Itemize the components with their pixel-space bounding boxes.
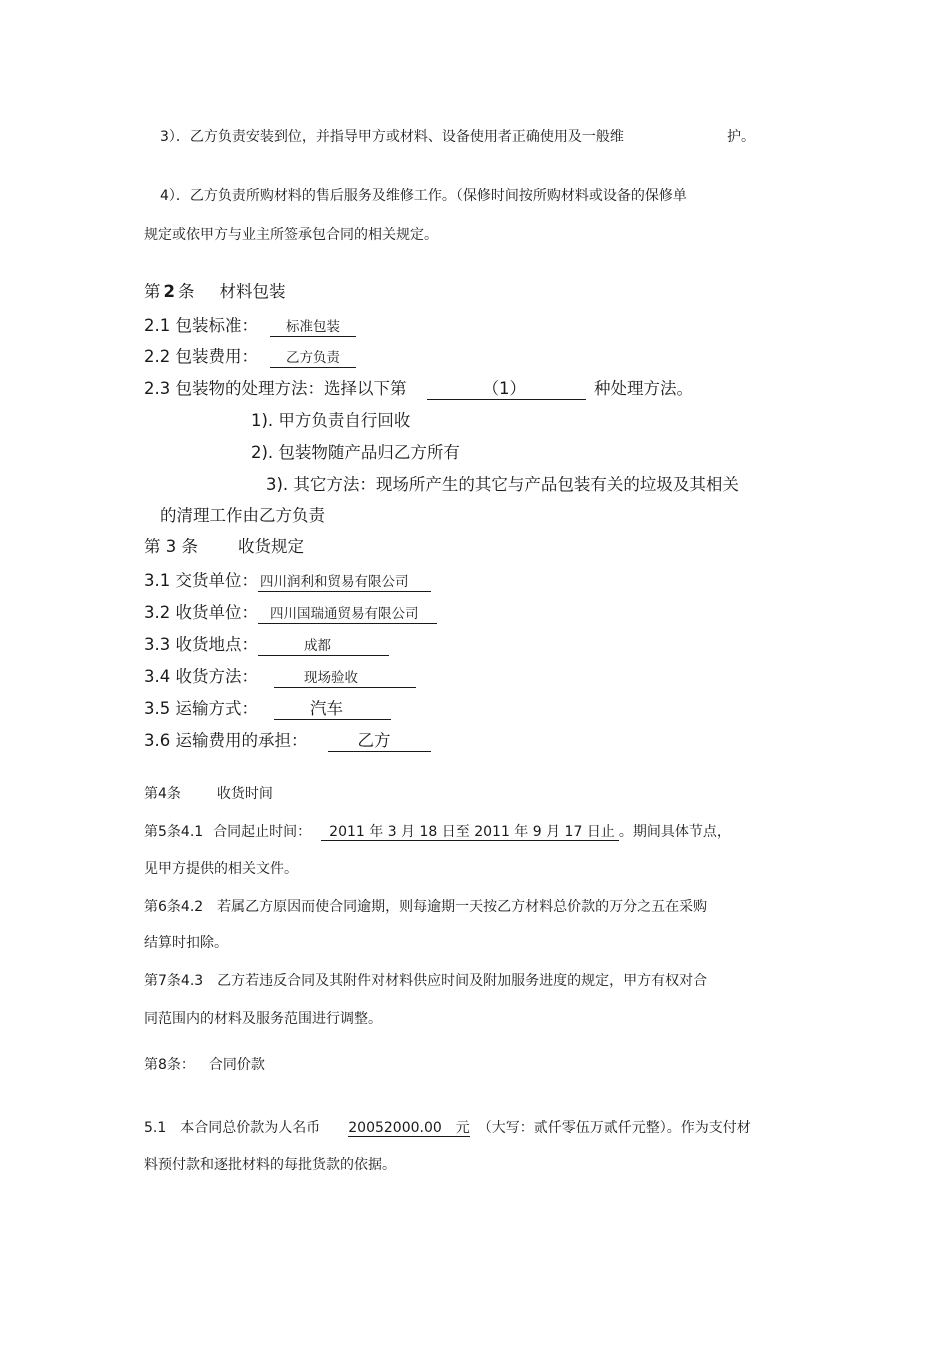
clause6-line1: 第6条4.2 若属乙方原因而使合同逾期，则每逾期一天按乙方材料总价款的万分之五在采购 (144, 899, 708, 915)
packing-standard-value: 标准包装 (270, 321, 356, 337)
delivery-unit-value: 四川润利和贸易有限公司 (258, 576, 431, 592)
receiving-place-row (144, 637, 389, 656)
clause2-heading-suffix: 条 (177, 282, 195, 301)
item3-line (160, 130, 624, 144)
clause5-row (144, 825, 731, 841)
clause5-label: 合同起止时间： (213, 824, 312, 840)
receiving-unit-row (144, 605, 437, 624)
packing-standard-row (144, 318, 356, 337)
item3-end: 护。 (727, 129, 755, 145)
receiving-place-label: 3.3 收货地点： (144, 635, 258, 654)
clause2-heading (144, 284, 285, 301)
price-label: 5.1 本合同总价款为人名币 (144, 1120, 321, 1136)
receiving-place-value: 成都 (258, 640, 389, 656)
packing-disposal-suffix: 种处理方法。 (594, 379, 693, 398)
receiving-method-label: 3.4 收货方法： (144, 667, 258, 686)
clause5-suffix: 。期间具体节点， (618, 824, 731, 840)
price-line2: 料预付款和逐批材料的每批货款的依据。 (144, 1157, 396, 1173)
packing-disposal-choice: （1） (427, 381, 587, 400)
item4-line2: 规定或依甲方与业主所签承包合同的相关规定。 (144, 227, 438, 243)
clause4-heading-title: 收货时间 (216, 786, 273, 802)
packing-disposal-row (144, 381, 693, 400)
clause3-heading-title: 收货规定 (238, 537, 304, 556)
clause7-line1: 第7条4.3 乙方若违反合同及其附件对材料供应时间及附加服务进度的规定，甲方有权对合 (144, 973, 708, 989)
transport-fee-value: 乙方 (328, 733, 431, 752)
transport-mode-value: 汽车 (274, 701, 391, 720)
clause6-line2: 结算时扣除。 (144, 935, 228, 951)
transport-mode-label: 3.5 运输方式： (144, 699, 258, 718)
item4-line1: 4）．乙方负责所购材料的售后服务及维修工作。（保修时间按所购材料或设备的保修单 (160, 188, 687, 204)
clause5-prefix: 第5条4.1 (144, 824, 204, 840)
clause8-heading-num: 第8条： (144, 1057, 195, 1073)
price-amount: 20052000.00 元 (348, 1120, 470, 1136)
disposal-option-3-cont: 的清理工作由乙方负责 (160, 506, 325, 525)
clause3-heading-num: 第 3 条 (144, 537, 198, 556)
transport-fee-label: 3.6 运输费用的承担： (144, 731, 308, 750)
clause7-line2: 同范围内的材料及服务范围进行调整。 (144, 1011, 382, 1027)
item3-text: 3）．乙方负责安装到位，并指导甲方或材料、设备使用者正确使用及一般维 (160, 129, 624, 145)
price-words: （大写：贰仟零伍万贰仟元整）。作为支付材 (477, 1120, 751, 1136)
contract-period-value: 2011 年 3 月 18 日至 2011 年 9 月 17 日止 (321, 825, 619, 841)
disposal-option-2: 2). 包装物随产品归乙方所有 (251, 443, 460, 462)
clause5-line2: 见甲方提供的相关文件。 (144, 861, 298, 877)
transport-mode-row (144, 701, 391, 720)
clause3-heading (144, 539, 304, 556)
packing-standard-label: 2.1 包装标准： (144, 316, 258, 335)
packing-disposal-label: 2.3 包装物的处理方法：选择以下第 (144, 379, 407, 398)
packing-fee-row (144, 349, 356, 368)
disposal-option-3: 3). 其它方法：现场所产生的其它与产品包装有关的垃圾及其相关 (266, 475, 739, 494)
clause2-heading-prefix: 第 (144, 282, 161, 301)
clause4-heading-num: 第4条 (144, 786, 181, 802)
receiving-unit-value: 四川国瑞通贸易有限公司 (258, 608, 437, 624)
receiving-method-row (144, 669, 416, 688)
transport-fee-row (144, 733, 431, 752)
packing-fee-label: 2.2 包装费用： (144, 347, 258, 366)
clause8-heading (144, 1058, 265, 1072)
clause8-heading-title: 合同价款 (208, 1057, 265, 1073)
clause2-heading-title: 材料包装 (219, 282, 286, 301)
clause2-heading-num: 2 (163, 282, 175, 301)
delivery-unit-row (144, 573, 431, 592)
price-row (144, 1121, 751, 1137)
packing-fee-value: 乙方负责 (270, 352, 356, 368)
receiving-method-value: 现场验收 (274, 672, 416, 688)
delivery-unit-label: 3.1 交货单位： (144, 571, 258, 590)
disposal-option-1: 1). 甲方负责自行回收 (251, 411, 411, 430)
clause4-heading (144, 787, 273, 801)
receiving-unit-label: 3.2 收货单位： (144, 603, 258, 622)
